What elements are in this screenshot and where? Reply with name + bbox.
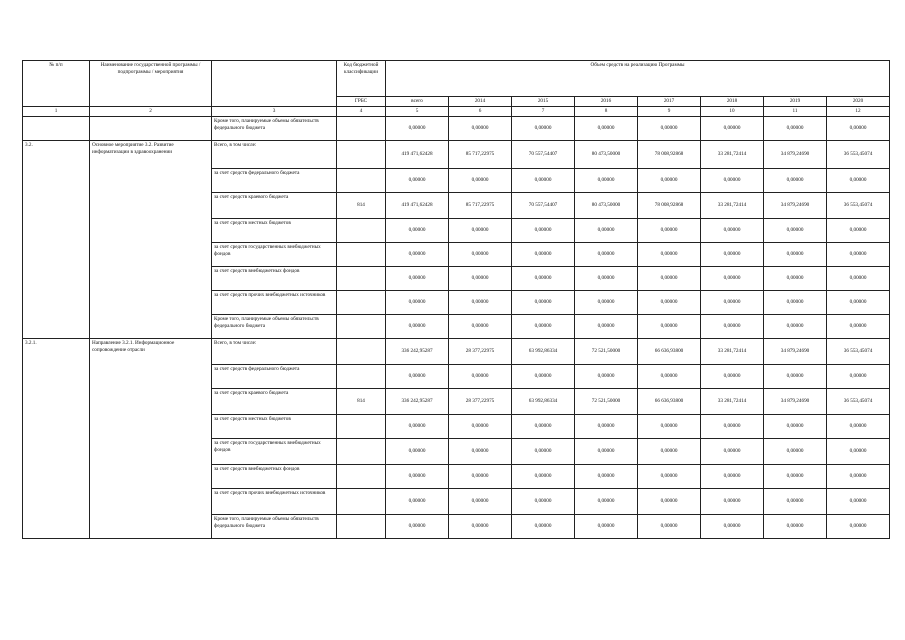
- row-value-total: 0,00000: [386, 169, 449, 193]
- row-grbs-code: [337, 141, 386, 169]
- row-value-year: 0,00000: [827, 415, 890, 439]
- row-grbs-code: [337, 169, 386, 193]
- row-value-year: 0,00000: [764, 515, 827, 539]
- column-index-row: [23, 107, 890, 117]
- row-value-year: 0,00000: [827, 117, 890, 141]
- row-value-year: 0,00000: [575, 169, 638, 193]
- row-grbs-code: [337, 267, 386, 291]
- subheader-year: 2016: [575, 97, 638, 107]
- row-value-year: 70 557,54407: [512, 141, 575, 169]
- row-value-year: 0,00000: [701, 465, 764, 489]
- row-value-year: 36 553,45074: [827, 339, 890, 365]
- row-value-year: 0,00000: [449, 169, 512, 193]
- row-value-year: 0,00000: [638, 415, 701, 439]
- row-value-year: 0,00000: [827, 291, 890, 315]
- row-value-year: 0,00000: [701, 117, 764, 141]
- row-grbs-code: [337, 439, 386, 465]
- row-grbs-code: 814: [337, 193, 386, 219]
- row-value-year: 78 008,92868: [638, 141, 701, 169]
- column-index: 10: [701, 107, 764, 117]
- row-value-year: 0,00000: [512, 267, 575, 291]
- row-value-year: 0,00000: [764, 315, 827, 339]
- subheader-grbs: ГРБС: [337, 97, 386, 107]
- row-value-total: 0,00000: [386, 489, 449, 515]
- row-value-year: 0,00000: [638, 515, 701, 539]
- row-value-year: 0,00000: [701, 489, 764, 515]
- row-funding-source: за счет средств внебюджетных фондов: [212, 465, 337, 489]
- row-value-total: 419 471,62428: [386, 193, 449, 219]
- row-value-year: 0,00000: [638, 243, 701, 267]
- row-value-year: 0,00000: [575, 465, 638, 489]
- row-value-year: 0,00000: [638, 291, 701, 315]
- row-value-year: 33 281,72414: [701, 389, 764, 415]
- table-row: [23, 141, 890, 169]
- row-value-year: 85 717,22975: [449, 141, 512, 169]
- row-funding-source: за счет средств федерального бюджета: [212, 365, 337, 389]
- row-value-year: 0,00000: [827, 439, 890, 465]
- row-funding-source: за счет средств прочих внебюджетных источников: [212, 489, 337, 515]
- header-col-name: Наименование государственной программы / подпрограммы / мероприятия: [90, 61, 212, 107]
- table-row: [23, 339, 890, 365]
- row-value-year: 0,00000: [764, 465, 827, 489]
- row-value-year: 0,00000: [449, 117, 512, 141]
- row-value-total: 0,00000: [386, 465, 449, 489]
- row-value-year: 0,00000: [827, 465, 890, 489]
- column-index: 6: [449, 107, 512, 117]
- row-value-year: 0,00000: [449, 315, 512, 339]
- row-funding-source: за счет средств государственных внебюджетных фондов: [212, 243, 337, 267]
- row-value-year: 0,00000: [764, 117, 827, 141]
- row-funding-source: за счет средств государственных внебюджетных фондов: [212, 439, 337, 465]
- row-value-total: 0,00000: [386, 365, 449, 389]
- row-value-year: 80 473,50000: [575, 193, 638, 219]
- row-value-total: 0,00000: [386, 415, 449, 439]
- row-funding-source: Кроме того, планируемые объемы обязательств федерального бюджета: [212, 515, 337, 539]
- table-row: [23, 117, 890, 141]
- row-value-year: 0,00000: [638, 169, 701, 193]
- row-value-year: 0,00000: [449, 465, 512, 489]
- row-value-year: 36 553,45074: [827, 389, 890, 415]
- row-value-year: 0,00000: [764, 169, 827, 193]
- row-grbs-code: [337, 291, 386, 315]
- row-grbs-code: [337, 339, 386, 365]
- column-index: 4: [337, 107, 386, 117]
- row-grbs-code: [337, 117, 386, 141]
- row-value-total: 419 471,62428: [386, 141, 449, 169]
- row-funding-source: Кроме того, планируемые объемы обязательств федерального бюджета: [212, 315, 337, 339]
- row-value-year: 0,00000: [701, 439, 764, 465]
- row-value-year: 0,00000: [701, 291, 764, 315]
- row-value-year: 0,00000: [449, 415, 512, 439]
- row-activity-name: Направление 3.2.1. Информационное сопровождение отрасли: [90, 339, 212, 539]
- row-value-year: 0,00000: [449, 489, 512, 515]
- row-grbs-code: 814: [337, 389, 386, 415]
- row-value-year: 0,00000: [764, 291, 827, 315]
- row-grbs-code: [337, 415, 386, 439]
- subheader-year: 2014: [449, 97, 512, 107]
- row-value-year: 0,00000: [575, 365, 638, 389]
- row-value-year: 34 879,24690: [764, 193, 827, 219]
- row-value-total: 0,00000: [386, 219, 449, 243]
- row-value-year: 0,00000: [512, 415, 575, 439]
- row-activity-name: [90, 117, 212, 141]
- row-value-year: 0,00000: [575, 219, 638, 243]
- subheader-total: всего: [386, 97, 449, 107]
- row-value-year: 0,00000: [512, 117, 575, 141]
- row-value-year: 0,00000: [701, 267, 764, 291]
- row-value-year: 36 553,45074: [827, 193, 890, 219]
- row-value-year: 0,00000: [512, 465, 575, 489]
- row-value-year: 0,00000: [827, 365, 890, 389]
- row-grbs-code: [337, 243, 386, 267]
- row-funding-source: Всего, в том числе:: [212, 141, 337, 169]
- row-value-year: 0,00000: [701, 365, 764, 389]
- row-value-year: 0,00000: [638, 219, 701, 243]
- row-value-year: 0,00000: [701, 243, 764, 267]
- column-index: 5: [386, 107, 449, 117]
- row-value-year: 0,00000: [512, 243, 575, 267]
- header-row: [23, 61, 890, 97]
- column-index: 11: [764, 107, 827, 117]
- row-value-year: 0,00000: [512, 439, 575, 465]
- row-value-year: 0,00000: [575, 439, 638, 465]
- row-value-year: 0,00000: [449, 291, 512, 315]
- row-value-year: 0,00000: [512, 291, 575, 315]
- row-value-year: 0,00000: [701, 315, 764, 339]
- row-value-year: 0,00000: [638, 489, 701, 515]
- header-col-source: [212, 61, 337, 107]
- subheader-year: 2018: [701, 97, 764, 107]
- row-funding-source: за счет средств федерального бюджета: [212, 169, 337, 193]
- row-value-year: 0,00000: [512, 219, 575, 243]
- row-value-year: 0,00000: [638, 465, 701, 489]
- row-value-year: 34 879,24690: [764, 141, 827, 169]
- row-number: [23, 117, 90, 141]
- row-funding-source: за счет средств местных бюджетов: [212, 415, 337, 439]
- row-grbs-code: [337, 315, 386, 339]
- column-index: 9: [638, 107, 701, 117]
- row-activity-name: Основное мероприятие 3.2. Развитие информатизации в здравоохранении: [90, 141, 212, 339]
- row-value-year: 66 636,93800: [638, 339, 701, 365]
- row-value-year: 0,00000: [575, 515, 638, 539]
- row-funding-source: за счет средств краевого бюджета: [212, 389, 337, 415]
- row-value-year: 0,00000: [638, 439, 701, 465]
- row-value-year: 0,00000: [512, 169, 575, 193]
- row-value-year: 0,00000: [512, 365, 575, 389]
- row-value-year: 0,00000: [827, 169, 890, 193]
- header-col-volume: Объем средств на реализацию Программы: [386, 61, 890, 97]
- row-number: 3.2.1.: [23, 339, 90, 539]
- row-grbs-code: [337, 465, 386, 489]
- row-value-year: 0,00000: [827, 267, 890, 291]
- subheader-year: 2017: [638, 97, 701, 107]
- row-value-total: 0,00000: [386, 267, 449, 291]
- row-value-total: 0,00000: [386, 315, 449, 339]
- row-value-year: 63 992,86334: [512, 339, 575, 365]
- row-value-year: 78 008,92868: [638, 193, 701, 219]
- subheader-year: 2019: [764, 97, 827, 107]
- column-index: 2: [90, 107, 212, 117]
- row-value-year: 33 281,72414: [701, 339, 764, 365]
- row-grbs-code: [337, 515, 386, 539]
- column-index: 7: [512, 107, 575, 117]
- row-funding-source: за счет средств краевого бюджета: [212, 193, 337, 219]
- row-value-year: 80 473,50000: [575, 141, 638, 169]
- row-value-year: 0,00000: [827, 515, 890, 539]
- row-value-year: 0,00000: [764, 489, 827, 515]
- row-value-year: 36 553,45074: [827, 141, 890, 169]
- column-index: 12: [827, 107, 890, 117]
- subheader-year: 2020: [827, 97, 890, 107]
- row-grbs-code: [337, 219, 386, 243]
- row-value-year: 0,00000: [827, 489, 890, 515]
- header-col-number: № п/п: [23, 61, 90, 107]
- row-value-year: 33 281,72414: [701, 193, 764, 219]
- row-value-year: 0,00000: [638, 267, 701, 291]
- row-value-total: 0,00000: [386, 117, 449, 141]
- row-value-year: 0,00000: [449, 219, 512, 243]
- row-value-year: 66 636,93800: [638, 389, 701, 415]
- row-value-year: 0,00000: [638, 315, 701, 339]
- row-value-year: 0,00000: [575, 243, 638, 267]
- row-value-total: 0,00000: [386, 515, 449, 539]
- row-value-total: 0,00000: [386, 439, 449, 465]
- row-value-year: 0,00000: [764, 243, 827, 267]
- header-col-code: Код бюджетной классификации: [337, 61, 386, 97]
- row-value-year: 63 992,86334: [512, 389, 575, 415]
- column-index: 1: [23, 107, 90, 117]
- column-index: 8: [575, 107, 638, 117]
- row-value-year: 72 521,50000: [575, 389, 638, 415]
- row-funding-source: Кроме того, планируемые объемы обязательств федерального бюджета: [212, 117, 337, 141]
- row-value-year: 0,00000: [764, 219, 827, 243]
- row-value-year: 0,00000: [764, 439, 827, 465]
- row-value-year: 0,00000: [449, 267, 512, 291]
- row-value-year: 0,00000: [512, 489, 575, 515]
- row-grbs-code: [337, 489, 386, 515]
- row-value-year: 28 377,22975: [449, 339, 512, 365]
- row-value-year: 72 521,50000: [575, 339, 638, 365]
- row-value-year: 0,00000: [701, 219, 764, 243]
- row-value-year: 0,00000: [827, 315, 890, 339]
- row-value-year: 0,00000: [764, 267, 827, 291]
- row-value-year: 33 281,72414: [701, 141, 764, 169]
- row-value-year: 0,00000: [827, 243, 890, 267]
- row-funding-source: за счет средств внебюджетных фондов: [212, 267, 337, 291]
- row-value-total: 336 242,95287: [386, 389, 449, 415]
- row-value-year: 0,00000: [512, 515, 575, 539]
- row-value-year: 0,00000: [449, 365, 512, 389]
- row-value-year: 34 879,24690: [764, 389, 827, 415]
- row-value-year: 0,00000: [449, 439, 512, 465]
- row-value-year: 0,00000: [575, 267, 638, 291]
- row-value-total: 0,00000: [386, 291, 449, 315]
- row-value-year: 0,00000: [512, 315, 575, 339]
- row-value-year: 0,00000: [701, 169, 764, 193]
- row-value-year: 0,00000: [827, 219, 890, 243]
- row-value-year: 0,00000: [575, 291, 638, 315]
- subheader-year: 2015: [512, 97, 575, 107]
- row-value-year: 85 717,22975: [449, 193, 512, 219]
- row-funding-source: Всего, в том числе:: [212, 339, 337, 365]
- program-budget-table: [22, 60, 890, 539]
- row-value-year: 70 557,54407: [512, 193, 575, 219]
- row-value-year: 0,00000: [638, 365, 701, 389]
- row-value-year: 0,00000: [575, 489, 638, 515]
- row-value-total: 336 242,95287: [386, 339, 449, 365]
- row-value-year: 0,00000: [449, 515, 512, 539]
- column-index: 3: [212, 107, 337, 117]
- row-value-year: 34 879,24690: [764, 339, 827, 365]
- row-value-year: 0,00000: [701, 515, 764, 539]
- row-value-year: 0,00000: [764, 365, 827, 389]
- row-value-year: 28 377,22975: [449, 389, 512, 415]
- row-value-total: 0,00000: [386, 243, 449, 267]
- row-grbs-code: [337, 365, 386, 389]
- row-value-year: 0,00000: [638, 117, 701, 141]
- row-funding-source: за счет средств прочих внебюджетных источников: [212, 291, 337, 315]
- row-value-year: 0,00000: [449, 243, 512, 267]
- row-value-year: 0,00000: [575, 315, 638, 339]
- row-funding-source: за счет средств местных бюджетов: [212, 219, 337, 243]
- row-number: 3.2.: [23, 141, 90, 339]
- row-value-year: 0,00000: [701, 415, 764, 439]
- row-value-year: 0,00000: [575, 117, 638, 141]
- row-value-year: 0,00000: [575, 415, 638, 439]
- row-value-year: 0,00000: [764, 415, 827, 439]
